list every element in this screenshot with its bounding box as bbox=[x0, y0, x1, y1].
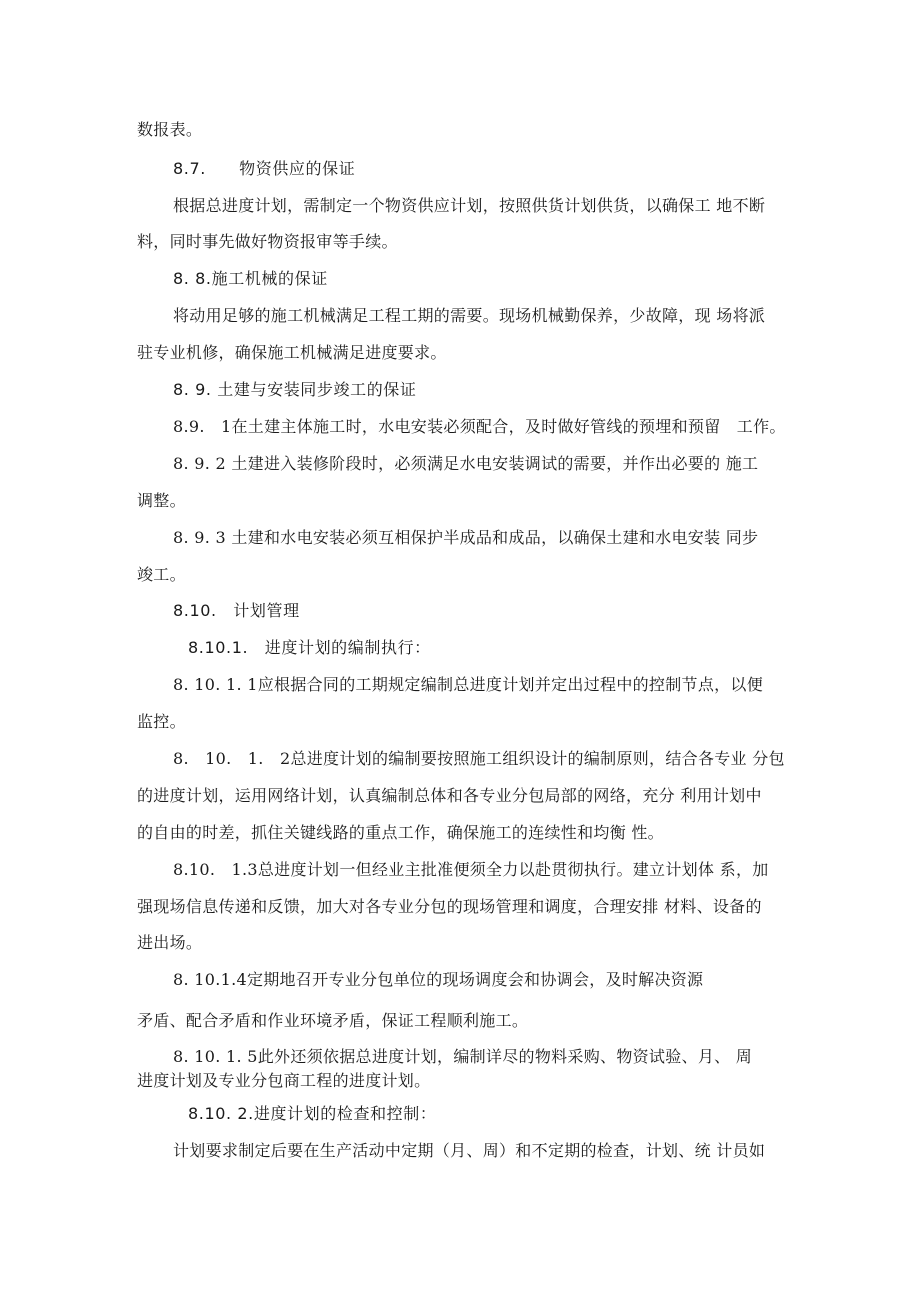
text-line: 矛盾、配合矛盾和作业环境矛盾，保证工程顺利施工。 bbox=[137, 1011, 529, 1030]
text-line: 8. 9. 2 土建进入装修阶段时，必须满足水电安装调试的需要，并作出必要的 施工 bbox=[173, 454, 759, 473]
section-heading-8-8: 8. 8.施工机械的保证 bbox=[173, 269, 328, 288]
text-line: 强现场信息传递和反馈，加大对各专业分包的现场管理和调度，合理安排 材料、设备的 bbox=[137, 897, 762, 916]
subsection-heading-8-10-2: 8.10. 2.进度计划的检查和控制： bbox=[188, 1104, 437, 1123]
text-line: 的进度计划，运用网络计划，认真编制总体和各专业分包局部的网络，充分 利用计划中 bbox=[137, 786, 762, 805]
text-line: 驻专业机修，确保施工机械满足进度要求。 bbox=[137, 343, 447, 362]
text-line: 进出场。 bbox=[137, 933, 203, 952]
text-line: 进度计划及专业分包商工程的进度计划。 bbox=[137, 1071, 431, 1090]
section-heading-8-10: 8.10. 计划管理 bbox=[173, 601, 300, 620]
text-line: 根据总进度计划，需制定一个物资供应计划，按照供货计划供货，以确保工 地不断 bbox=[173, 196, 766, 215]
text-line: 调整。 bbox=[137, 491, 186, 510]
text-line: 料，同时事先做好物资报审等手续。 bbox=[137, 232, 398, 251]
text-line: 8.9. 1在土建主体施工时，水电安装必须配合，及时做好管线的预埋和预留 工作。 bbox=[173, 417, 786, 436]
text-line: 8. 10. 1. 2总进度计划的编制要按照施工组织设计的编制原则，结合各专业 分包 bbox=[173, 749, 785, 768]
text-line: 竣工。 bbox=[137, 565, 186, 584]
section-heading-8-9: 8. 9. 土建与安装同步竣工的保证 bbox=[173, 380, 417, 399]
text-line: 8. 10. 1. 5此外还须依据总进度计划，编制详尽的物料采购、物资试验、月、 周 bbox=[173, 1047, 753, 1066]
text-line: 8. 10.1.4定期地召开专业分包单位的现场调度会和协调会，及时解决资源 bbox=[173, 970, 704, 989]
text-line: 将动用足够的施工机械满足工程工期的需要。现场机械勤保养，少故障，现 场将派 bbox=[173, 306, 766, 325]
text-line: 的自由的时差，抓住关键线路的重点工作，确保施工的连续性和均衡 性。 bbox=[137, 823, 664, 842]
text-line: 监控。 bbox=[137, 712, 186, 731]
text-line: 8.10. 1.3总进度计划一但经业主批准便须全力以赴贯彻执行。建立计划体 系，加 bbox=[173, 860, 769, 879]
subsection-heading-8-10-1: 8.10.1. 进度计划的编制执行： bbox=[188, 638, 431, 657]
text-line: 计划要求制定后要在生产活动中定期（月、周）和不定期的检查，计划、统 计员如 bbox=[173, 1141, 766, 1160]
text-line: 8. 9. 3 土建和水电安装必须互相保护半成品和成品，以确保土建和水电安装 同步 bbox=[173, 528, 759, 547]
text-line: 8. 10. 1. 1应根据合同的工期规定编制总进度计划并定出过程中的控制节点，以便 bbox=[173, 675, 764, 694]
text-line: 数报表。 bbox=[137, 120, 203, 139]
section-heading-8-7: 8.7. 物资供应的保证 bbox=[173, 159, 356, 178]
